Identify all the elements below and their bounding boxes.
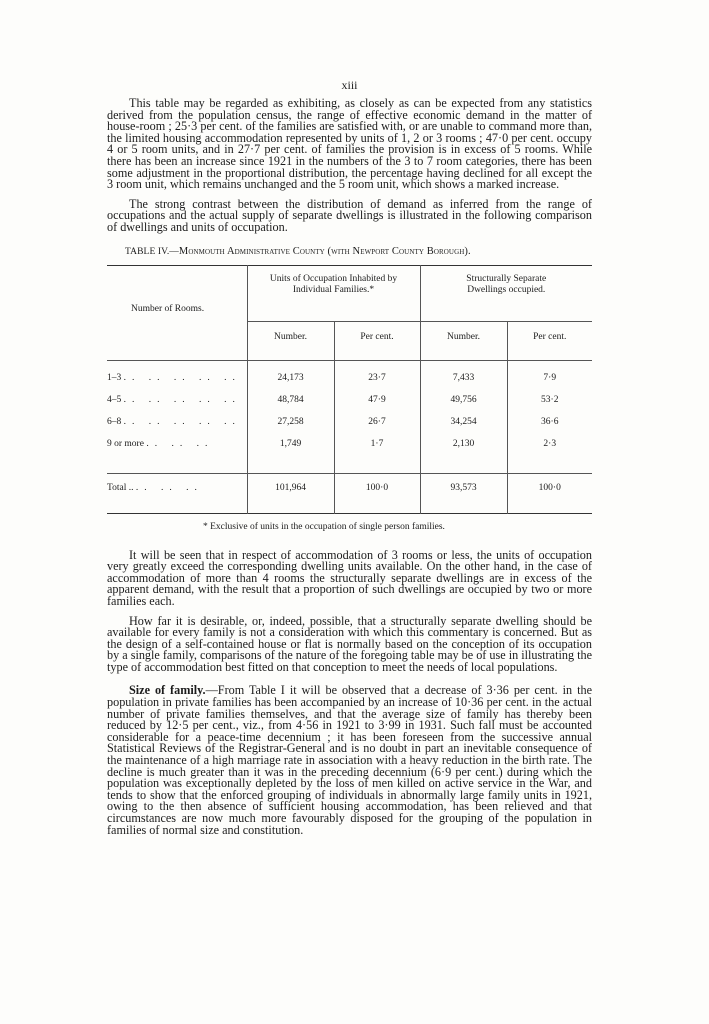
leader-dots: .. .. .. .. ..: [123, 372, 241, 383]
table-row: [107, 395, 592, 417]
total-units-percent: 100·0: [334, 473, 420, 513]
housing-table: [107, 265, 592, 514]
cell-units-number: 24,173: [247, 373, 334, 395]
subheader-units-number: Number.: [247, 321, 334, 360]
total-dwellings-percent: 100·0: [507, 473, 592, 513]
leader-dots: .. .. .. .. ..: [123, 416, 241, 427]
page-number: xiii: [341, 78, 358, 92]
cell-units-number: 1,749: [247, 439, 334, 461]
table-caption: [125, 246, 592, 257]
leader-dots: .. .. .. .. ..: [123, 394, 241, 405]
paragraph-1: This table may be regarded as exhibiting, as closely as can be expected from any statistics derived from the population census, the range of effective economic demand in the matter of house-room ; 25·3 per cent. of the families are satisfied with, or are unable to command more than, the limited housing accommodation represented by units of 1, 2 or 3 rooms ; 47·0 per cent. occupy 4 or 5 room units, and in 27·7 per cent. of families the provision is in excess of 5 rooms. While there has been an increase since 1921 in the numbers of the 3 to 7 room categories, there has been some adjustment in the proportional distribution, the percentage having declined for all except the 3 room unit, which remains unchanged and the 5 room unit, which shows a marked increase.: [107, 96, 592, 192]
header-units-of-occupation: Units of Occupation Inhabited by Individual Families.*: [247, 265, 420, 321]
subheader-dwellings-percent: Per cent.: [507, 321, 592, 360]
table-row: [107, 417, 592, 439]
total-label: Total ..: [107, 482, 134, 493]
cell-dwellings-number: 34,254: [420, 417, 507, 439]
leader-dots: .. .. ..: [146, 438, 214, 449]
paragraph-4: How far it is desirable, or, indeed, possible, that a structurally separate dwelling should be available for every family is not a consideration with which this commentary is concerned. But as the design of a self-contained house or flat is normally based on the conception of its occupation by a single family, comparisons of the nature of the foregoing table may be of use in illustrating the type of accommodation best fitted on that conception to meet the needs of local populations.: [107, 613, 592, 674]
cell-dwellings-percent: 7·9: [507, 373, 592, 395]
cell-dwellings-percent: 53·2: [507, 395, 592, 417]
table-total-row: [107, 473, 592, 513]
row-label: 6–8: [107, 416, 122, 427]
cell-units-percent: 1·7: [334, 439, 420, 461]
row-label: 1–3: [107, 372, 122, 383]
row-label: 9 or more: [107, 438, 144, 449]
subheader-dwellings-number: Number.: [420, 321, 507, 360]
cell-units-number: 48,784: [247, 395, 334, 417]
page: [107, 78, 592, 836]
table-caption-title: Monmouth Administrative County (with Newport County Borough).: [178, 245, 471, 257]
header-separate-dwellings: Structurally Separate Dwellings occupied.: [420, 265, 592, 321]
cell-units-percent: 23·7: [334, 373, 420, 395]
total-dwellings-number: 93,573: [420, 473, 507, 513]
cell-units-percent: 26·7: [334, 417, 420, 439]
paragraph-2: The strong contrast between the distribution of demand as inferred from the range of occupations and the actual supply of separate dwellings is illustrated in the following comparison of dwellings and units of occupation.: [107, 196, 592, 234]
cell-units-number: 27,258: [247, 417, 334, 439]
paragraph-5-heading: Size of family.: [129, 683, 206, 698]
paragraph-5: [107, 685, 592, 836]
paragraph-5-text: —From Table I it will be observed that a decrease of 3·36 per cent. in the population in private families has been accompanied by an increase of 10·36 per cent. in the actual number of private families themselves, and that the average size of family has thereby been reduced by 12·5 per cent., viz., from 4·56 in 1921 to 3·99 in 1931. Such fall must be accounted considerable for a peace-time decennium ; it has been foreseen from the successive annual Statistical Reviews of the Registrar-General and is no doubt in part an inevitable consequence of the maintenance of a high marriage rate in association with a heavy reduction in the birth rate. The decline is much greater than it was in the preceding decennium (6·9 per cent.) during which the population was exceptionally depleted by the loss of men killed on active service in the War, and tends to show that the enforced grouping of individuals in abnormally large family units in 1921, owing to the then absence of sufficient housing accommodation, has been relieved and that circumstances are now much more favourably disposed for the grouping of the population in families of normal size and constitution.: [107, 683, 592, 837]
table-row: [107, 373, 592, 395]
cell-dwellings-percent: 2·3: [507, 439, 592, 461]
table-caption-label: TABLE IV.—: [125, 246, 179, 257]
table-row: [107, 439, 592, 461]
subheader-units-percent: Per cent.: [334, 321, 420, 360]
total-units-number: 101,964: [247, 473, 334, 513]
header-number-of-rooms: Number of Rooms.: [107, 265, 247, 360]
cell-dwellings-number: 7,433: [420, 373, 507, 395]
cell-dwellings-percent: 36·6: [507, 417, 592, 439]
cell-units-percent: 47·9: [334, 395, 420, 417]
table-footnote: * Exclusive of units in the occupation of single person families.: [203, 521, 445, 532]
row-label: 4–5: [107, 394, 122, 405]
leader-dots: .. .. ..: [135, 482, 203, 493]
cell-dwellings-number: 2,130: [420, 439, 507, 461]
cell-dwellings-number: 49,756: [420, 395, 507, 417]
paragraph-3: It will be seen that in respect of accommodation of 3 rooms or less, the units of occupation very greatly exceed the corresponding dwelling units available. On the other hand, in the case of accommodation of more than 4 rooms the structurally separate dwellings are in excess of the apparent demand, with the result that a proportion of such dwellings are occupied by two or more families each.: [107, 547, 592, 608]
